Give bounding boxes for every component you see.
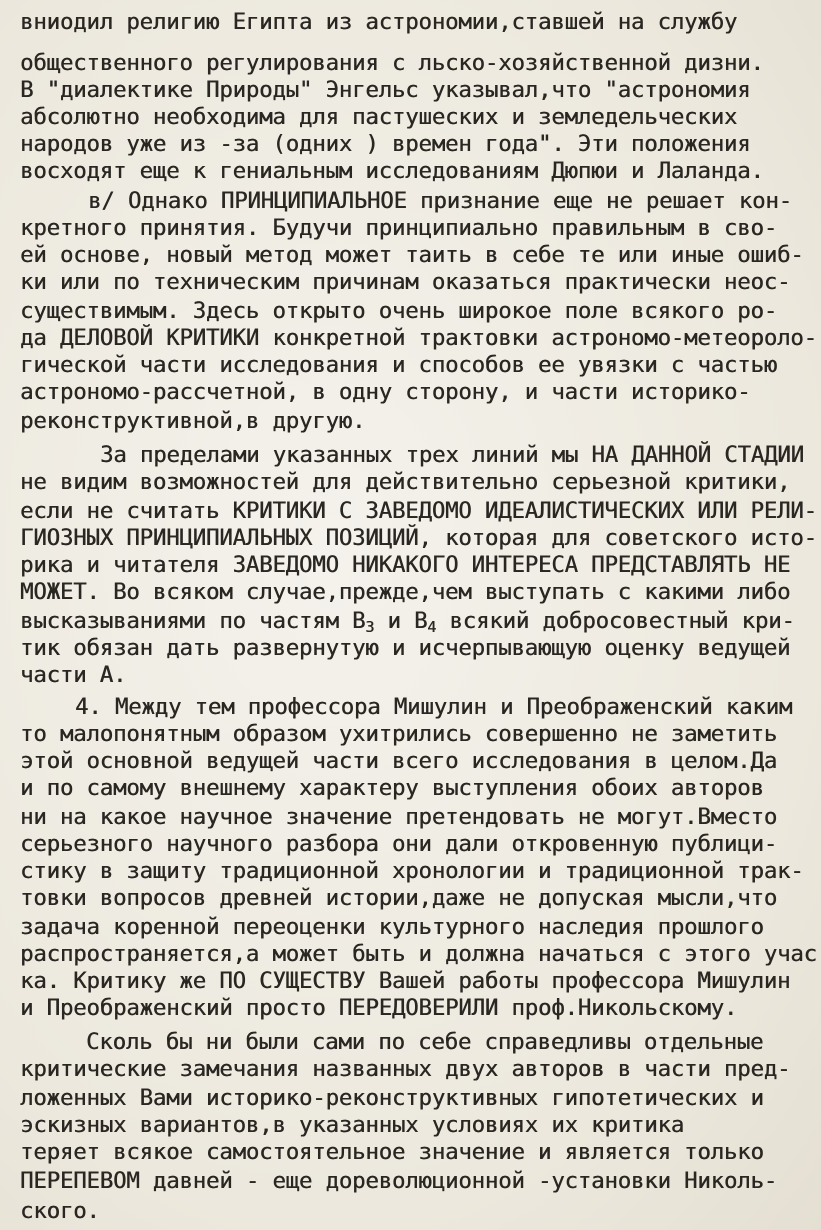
text-line: ей основе, новый метод может таить в себе те или иные ошиб- [20, 242, 804, 268]
text-line: кретного принятия. Будучи принципиально правильным в сво- [20, 215, 777, 241]
text-line: МОЖЕТ. Во всяком случае,прежде,чем выступать с какими либо [20, 579, 791, 605]
text-line: существимым. Здесь открыто очень широкое поле всякого ро- [20, 298, 777, 324]
text-line: распространяется,а может быть и должна начаться с этого учас [20, 941, 817, 967]
text-line: стику в защиту традиционной хронологии и традиционной трак- [20, 858, 804, 884]
text-line: теряет всякое самостоятельное значение и является только [20, 1139, 764, 1165]
text-line: серьезного научного разбора они дали откровенную публици- [20, 831, 777, 857]
text-line: части А. [20, 662, 127, 688]
text-line: 4. Между тем профессора Мишулин и Преображенский каким [75, 694, 793, 720]
text-line: ПЕРЕПЕВОМ давней - еще дореволюционной -установки Николь- [20, 1168, 777, 1194]
text-line: Сколь бы ни были сами по себе справедливы отдельные [86, 1029, 764, 1055]
text-line: народов уже из -за (одних ) времен года". Эти положения [20, 131, 751, 157]
text-line: астрономо-рассчетной, в одну сторону, и части историко- [20, 379, 751, 405]
text-line: если не считать КРИТИКИ С ЗАВЕДОМО ИДЕАЛИСТИЧЕСКИХ ИЛИ РЕЛИ- [20, 498, 817, 524]
text-line: этой основной ведущей части всего исследования в целом.Да [20, 748, 777, 774]
text-line: эскизных вариантов,в указанных условиях их критика [20, 1112, 685, 1138]
text-line: ложенных Вами историко-реконструктивных гипотетических и [20, 1085, 764, 1111]
text-line: не видим возможностей для действительно серьезной критики, [20, 469, 791, 495]
text-line: задача коренной переоценки культурного наследия прошлого [20, 914, 764, 940]
text-line: ГИОЗНЫХ ПРИНЦИПИАЛЬНЫХ ПОЗИЦИЙ, которая для советского исто- [20, 525, 817, 551]
text-line: вниодил религию Египта из астрономии,ставшей на службу [20, 9, 738, 35]
text-segment: высказываниями по частям B [20, 608, 366, 634]
text-line: то малопонятным образом ухитрились совершенно не заметить [20, 721, 777, 747]
text-line: ка. Критику же ПО СУЩЕСТВУ Вашей работы профессора Мишулин [20, 968, 791, 994]
text-line: товки вопросов древней истории,даже не допуская мысли,что [20, 885, 777, 911]
text-line: гической части исследования и способов ее увязки с частью [20, 352, 777, 378]
text-line: критические замечания названных двух авторов в части пред- [20, 1056, 791, 1082]
text-line: абсолютно необходима для пастушеских и земледельческих [20, 104, 738, 130]
subscript: 3 [365, 618, 375, 636]
text-segment: и B [374, 608, 428, 634]
text-line: и Преображенский просто ПЕРЕДОВЕРИЛИ проф.Никольскому. [20, 995, 738, 1021]
text-line: ского. [20, 1198, 100, 1224]
text-line: тик обязан дать развернутую и исчерпывающую оценку ведущей [20, 635, 791, 661]
text-line: ни на какое научное значение претендовать не могут.Вместо [20, 804, 777, 830]
text-line: реконструктивной,в другую. [20, 408, 366, 434]
text-segment: всякий добросовестный кри- [436, 608, 795, 634]
text-line: общественного регулирования с льско-хозяйственной дизни. [20, 50, 764, 76]
text-line: и по самому внешнему характеру выступления обоих авторов [20, 775, 764, 801]
text-line: В "диалектике Природы" Энгельс указывал,что "астрономия [20, 77, 751, 103]
text-line: За пределами указанных трех линий мы НА ДАННОЙ СТАДИИ [100, 442, 804, 468]
text-line: восходят еще к гениальным исследованиям Дюпюи и Лаланда. [20, 158, 764, 184]
text-line: в/ Однако ПРИНЦИПИАЛЬНОЕ признание еще не решает кон- [88, 188, 792, 214]
text-line: ки или по техническим причинам оказаться практически неос- [20, 269, 791, 295]
text-line: да ДЕЛОВОЙ КРИТИКИ конкретной трактовки астрономо-метеороло- [20, 325, 817, 351]
subscript: 4 [427, 618, 437, 636]
text-line: рика и читателя ЗАВЕДОМО НИКАКОГО ИНТЕРЕСА ПРЕДСТАВЛЯТЬ НЕ [20, 552, 791, 578]
